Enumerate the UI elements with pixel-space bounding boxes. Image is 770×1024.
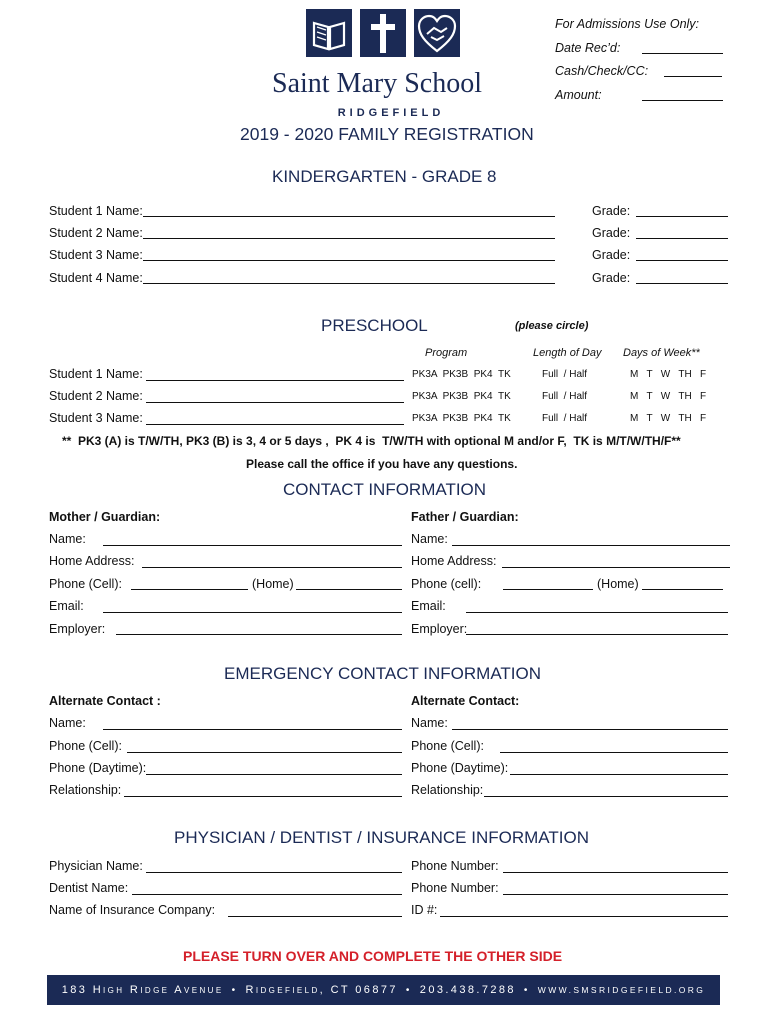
alt-contact-left-heading: Alternate Contact :: [49, 694, 161, 708]
k8-student-3-name-label: Student 3 Name:: [49, 248, 143, 262]
contact-title: CONTACT INFORMATION: [283, 480, 487, 499]
father-cell-field[interactable]: [503, 589, 593, 590]
footer-address: 183 High Ridge Avenue: [61, 984, 224, 996]
physician-phone-label: Phone Number:: [411, 859, 499, 873]
father-home-field[interactable]: [642, 589, 723, 590]
alt-left-cell-label: Phone (Cell):: [49, 739, 122, 753]
pre-student-1-days[interactable]: M T W TH F: [630, 369, 707, 380]
amount-label: Amount:: [555, 88, 602, 102]
col-program: Program: [425, 347, 468, 359]
school-name: Saint Mary School: [272, 68, 482, 99]
mother-name-field[interactable]: [103, 545, 402, 546]
preschool-title: PRESCHOOL: [321, 316, 428, 335]
mother-email-field[interactable]: [103, 612, 402, 613]
physician-phone-field[interactable]: [503, 872, 728, 873]
alt-contact-right-heading: Alternate Contact:: [411, 694, 520, 708]
k8-student-4-name-field[interactable]: [143, 283, 555, 284]
emergency-title: EMERGENCY CONTACT INFORMATION: [224, 664, 542, 683]
dentist-phone-label: Phone Number:: [411, 881, 499, 895]
alt-right-name-field[interactable]: [452, 729, 728, 730]
alt-left-name-label: Name:: [49, 716, 86, 730]
cross-icon: [360, 9, 406, 57]
insurance-label: Name of Insurance Company:: [49, 903, 216, 917]
alt-left-day-label: Phone (Daytime):: [49, 761, 147, 775]
father-address-field[interactable]: [502, 567, 730, 568]
footer-web[interactable]: WWW.SMSRIDGEFIELD.ORG: [537, 985, 706, 995]
pre-student-3-name-label: Student 3 Name:: [49, 411, 143, 425]
pre-student-3-days[interactable]: M T W TH F: [630, 413, 707, 424]
father-employer-label: Employer:: [411, 622, 468, 636]
alt-left-rel-label: Relationship:: [49, 783, 122, 797]
pre-student-1-name-field[interactable]: [146, 380, 404, 381]
dentist-name-field[interactable]: [132, 894, 402, 895]
date-received-label: Date Rec’d:: [555, 41, 621, 55]
alt-right-cell-field[interactable]: [500, 752, 728, 753]
mother-home-label: (Home): [252, 577, 294, 591]
alt-left-day-field[interactable]: [146, 774, 402, 775]
school-location: RIDGEFIELD: [337, 107, 445, 119]
k8-student-2-name-field[interactable]: [143, 238, 555, 239]
alt-right-rel-label: Relationship:: [411, 783, 484, 797]
pre-student-2-length[interactable]: Full / Half: [542, 391, 588, 402]
col-days: Days of Week**: [623, 347, 700, 359]
insurance-id-field[interactable]: [440, 916, 728, 917]
k8-student-1-grade-field[interactable]: [636, 216, 728, 217]
pre-student-1-name-label: Student 1 Name:: [49, 367, 143, 381]
mother-employer-field[interactable]: [116, 634, 402, 635]
mother-employer-label: Employer:: [49, 622, 106, 636]
mother-cell-field[interactable]: [131, 589, 248, 590]
pre-student-2-name-field[interactable]: [146, 402, 404, 403]
k8-student-1-grade-label: Grade:: [592, 204, 631, 218]
mother-email-label: Email:: [49, 599, 84, 613]
father-address-label: Home Address:: [411, 554, 497, 568]
book-icon: [306, 9, 352, 57]
k8-student-1-name-label: Student 1 Name:: [49, 204, 143, 218]
k8-student-4-grade-field[interactable]: [636, 283, 728, 284]
form-title: 2019 - 2020 FAMILY REGISTRATION: [240, 124, 534, 144]
k8-student-3-grade-label: Grade:: [592, 248, 631, 262]
pre-student-3-length[interactable]: Full / Half: [542, 413, 588, 424]
mother-home-field[interactable]: [296, 589, 402, 590]
physician-name-field[interactable]: [146, 872, 402, 873]
father-employer-field[interactable]: [466, 634, 728, 635]
pre-student-3-name-field[interactable]: [146, 424, 404, 425]
alt-right-rel-field[interactable]: [484, 796, 728, 797]
preschool-footnote: ** PK3 (A) is T/W/TH, PK3 (B) is 3, 4 or 5 days , PK 4 is T/W/TH with optional M and/or F, TK is M/T/W/TH/F**: [62, 434, 681, 448]
footer-bullet-3: •: [523, 984, 530, 996]
physician-title: PHYSICIAN / DENTIST / INSURANCE INFORMATION: [174, 828, 589, 847]
insurance-id-label: ID #:: [411, 903, 438, 917]
alt-left-name-field[interactable]: [103, 729, 402, 730]
k8-student-2-name-label: Student 2 Name:: [49, 226, 143, 240]
amount-field[interactable]: [642, 100, 723, 101]
footer-phone: 203.438.7288: [419, 984, 516, 996]
pre-student-2-days[interactable]: M T W TH F: [630, 391, 707, 402]
dentist-name-label: Dentist Name:: [49, 881, 129, 895]
dentist-phone-field[interactable]: [503, 894, 728, 895]
pre-student-1-program[interactable]: PK3A PK3B PK4 TK: [412, 369, 511, 380]
date-received-field[interactable]: [642, 53, 723, 54]
k8-student-4-name-label: Student 4 Name:: [49, 271, 143, 285]
pre-student-2-program[interactable]: PK3A PK3B PK4 TK: [412, 391, 511, 402]
father-name-field[interactable]: [452, 545, 730, 546]
footer-city: Ridgefield, CT 06877: [245, 984, 398, 996]
k8-student-2-grade-label: Grade:: [592, 226, 631, 240]
father-heading: Father / Guardian:: [411, 510, 519, 524]
call-office-note: Please call the office if you have any questions.: [246, 457, 518, 471]
father-home-label: (Home): [597, 577, 639, 591]
alt-left-rel-field[interactable]: [124, 796, 402, 797]
mother-heading: Mother / Guardian:: [49, 510, 161, 524]
alt-right-day-field[interactable]: [510, 774, 728, 775]
mother-address-field[interactable]: [142, 567, 402, 568]
preschool-note: (please circle): [515, 320, 589, 332]
father-name-label: Name:: [411, 532, 448, 546]
k8-student-3-name-field[interactable]: [143, 260, 555, 261]
admissions-title: For Admissions Use Only:: [555, 17, 700, 31]
mother-cell-label: Phone (Cell):: [49, 577, 122, 591]
physician-name-label: Physician Name:: [49, 859, 143, 873]
footer-bar: [47, 975, 720, 1005]
father-email-field[interactable]: [466, 612, 728, 613]
alt-right-day-label: Phone (Daytime):: [411, 761, 509, 775]
alt-right-name-label: Name:: [411, 716, 448, 730]
mother-name-label: Name:: [49, 532, 86, 546]
alt-left-cell-field[interactable]: [127, 752, 402, 753]
pre-student-1-length[interactable]: Full / Half: [542, 369, 588, 380]
payment-field[interactable]: [664, 76, 722, 77]
alt-right-cell-label: Phone (Cell):: [411, 739, 484, 753]
father-email-label: Email:: [411, 599, 446, 613]
footer-bullet-1: •: [231, 984, 238, 996]
k8-student-4-grade-label: Grade:: [592, 271, 631, 285]
k8-title: KINDERGARTEN - GRADE 8: [272, 167, 497, 186]
pre-student-3-program[interactable]: PK3A PK3B PK4 TK: [412, 413, 511, 424]
pre-student-2-name-label: Student 2 Name:: [49, 389, 143, 403]
footer-bullet-2: •: [405, 984, 412, 996]
payment-label: Cash/Check/CC:: [555, 64, 649, 78]
k8-student-1-name-field[interactable]: [143, 216, 555, 217]
father-cell-label: Phone (cell):: [411, 577, 482, 591]
k8-student-3-grade-field[interactable]: [636, 260, 728, 261]
k8-student-2-grade-field[interactable]: [636, 238, 728, 239]
mother-address-label: Home Address:: [49, 554, 135, 568]
turn-over-notice: PLEASE TURN OVER AND COMPLETE THE OTHER SIDE: [183, 948, 563, 964]
insurance-field[interactable]: [228, 916, 402, 917]
col-length: Length of Day: [533, 347, 602, 359]
heart-hands-icon: [414, 9, 460, 57]
